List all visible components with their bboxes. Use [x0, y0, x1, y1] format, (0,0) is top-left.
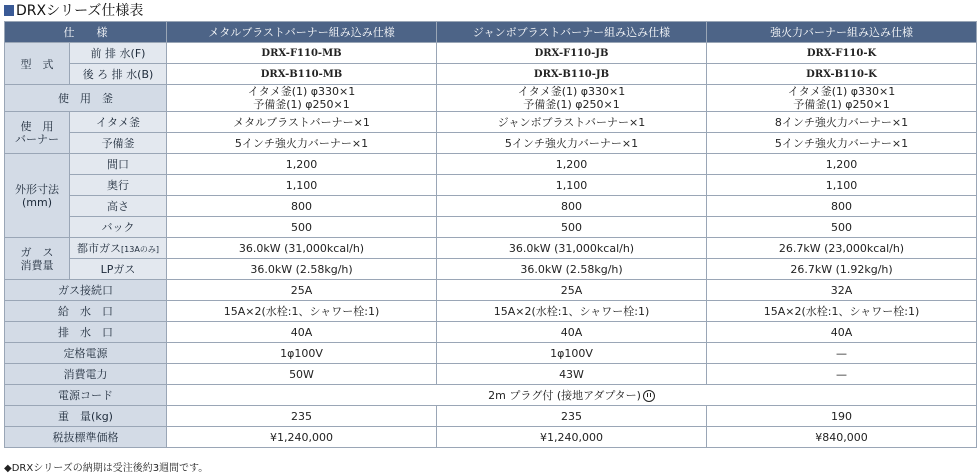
cord-value: [167, 385, 977, 406]
dims-okuyuki-jumbo: 1,100: [437, 175, 707, 196]
price-jumbo: ¥1,240,000: [437, 427, 707, 448]
gas-conn-strong: 32A: [707, 280, 977, 301]
burner-itame-label: イタメ釜: [70, 112, 167, 133]
model-back-strong: DRX-B110-K: [707, 64, 977, 85]
dims-takasa-metal: 800: [167, 196, 437, 217]
burner-yobi-jumbo: 5インチ強火力バーナー×1: [437, 133, 707, 154]
header-col-jumbo: ジャンボブラストバーナー組み込み仕様: [437, 22, 707, 43]
kama-label: 使 用 釜: [5, 85, 167, 112]
price-metal: ¥1,240,000: [167, 427, 437, 448]
gas-conn-jumbo: 25A: [437, 280, 707, 301]
dims-maguchi-metal: 1,200: [167, 154, 437, 175]
drain-strong: 40A: [707, 322, 977, 343]
weight-strong: 190: [707, 406, 977, 427]
header-col-strong: 強火力バーナー組み込み仕様: [707, 22, 977, 43]
model-back-metal: DRX-B110-MB: [167, 64, 437, 85]
dims-back-label: バック: [70, 217, 167, 238]
dims-back-metal: 500: [167, 217, 437, 238]
burner-label-2: バーナー: [15, 132, 59, 146]
weight-label: 重 量(kg): [5, 406, 167, 427]
burner-yobi-strong: 5インチ強火力バーナー×1: [707, 133, 977, 154]
dims-back-jumbo: 500: [437, 217, 707, 238]
dims-takasa-jumbo: 800: [437, 196, 707, 217]
burner-label: [5, 112, 70, 154]
water-in-jumbo: 15A×2(水栓:1、シャワー栓:1): [437, 301, 707, 322]
kama-line-1: イタメ釜(1) φ330×1: [787, 85, 896, 98]
model-front-strong: DRX-F110-K: [707, 43, 977, 64]
weight-jumbo: 235: [437, 406, 707, 427]
gas-city-text: 都市ガス: [77, 242, 122, 255]
burner-itame-metal: メタルブラストバーナー×1: [167, 112, 437, 133]
water-in-strong: 15A×2(水栓:1、シャワー栓:1): [707, 301, 977, 322]
weight-metal: 235: [167, 406, 437, 427]
consumption-jumbo: 43W: [437, 364, 707, 385]
power-metal: 1φ100V: [167, 343, 437, 364]
burner-itame-jumbo: ジャンボブラストバーナー×1: [437, 112, 707, 133]
model-front-jumbo: DRX-F110-JB: [437, 43, 707, 64]
model-back-label: 後 ろ 排 水(B): [70, 64, 167, 85]
drain-jumbo: 40A: [437, 322, 707, 343]
drain-label: 排 水 口: [5, 322, 167, 343]
kama-strong: [707, 85, 977, 112]
title-square-icon: [4, 5, 14, 16]
footnote: ◆DRXシリーズの納期は受注後約3週間です。: [4, 463, 209, 474]
page-title: [4, 1, 143, 19]
kama-line-2: 予備釜(1) φ250×1: [253, 98, 350, 111]
dims-maguchi-jumbo: 1,200: [437, 154, 707, 175]
model-label: 型 式: [5, 43, 70, 85]
gas-city-label: [70, 238, 167, 259]
water-in-metal: 15A×2(水栓:1、シャワー栓:1): [167, 301, 437, 322]
gas-city-jumbo: 36.0kW (31,000kcal/h): [437, 238, 707, 259]
gas-lp-metal: 36.0kW (2.58kg/h): [167, 259, 437, 280]
page-title-text: DRXシリーズ仕様表: [16, 3, 144, 19]
burner-yobi-label: 予備釜: [70, 133, 167, 154]
gas-conn-label: ガス接続口: [5, 280, 167, 301]
dims-label-2: (mm): [21, 195, 52, 209]
gas-label-1: ガ ス: [20, 245, 54, 259]
dims-takasa-strong: 800: [707, 196, 977, 217]
burner-itame-strong: 8インチ強火力バーナー×1: [707, 112, 977, 133]
consumption-label: 消費電力: [5, 364, 167, 385]
gas-lp-label: LPガス: [70, 259, 167, 280]
burner-label-1: 使 用: [20, 119, 54, 133]
gas-city-note: [13Aのみ]: [121, 245, 159, 254]
price-strong: ¥840,000: [707, 427, 977, 448]
dims-maguchi-label: 間口: [70, 154, 167, 175]
drain-metal: 40A: [167, 322, 437, 343]
dims-okuyuki-metal: 1,100: [167, 175, 437, 196]
gas-city-strong: 26.7kW (23,000kcal/h): [707, 238, 977, 259]
dims-label: [5, 154, 70, 238]
gas-city-metal: 36.0kW (31,000kcal/h): [167, 238, 437, 259]
consumption-strong: —: [707, 364, 977, 385]
consumption-metal: 50W: [167, 364, 437, 385]
header-spec: 仕 様: [5, 22, 167, 43]
gas-conn-metal: 25A: [167, 280, 437, 301]
cord-label: 電源コード: [5, 385, 167, 406]
dims-back-strong: 500: [707, 217, 977, 238]
dims-okuyuki-strong: 1,100: [707, 175, 977, 196]
model-front-metal: DRX-F110-MB: [167, 43, 437, 64]
water-in-label: 給 水 口: [5, 301, 167, 322]
cord-text: 2m プラグ付 (接地アダプター): [488, 389, 641, 402]
kama-line-1: イタメ釜(1) φ330×1: [517, 85, 626, 98]
power-label: 定格電源: [5, 343, 167, 364]
burner-yobi-metal: 5インチ強火力バーナー×1: [167, 133, 437, 154]
dims-takasa-label: 高さ: [70, 196, 167, 217]
gas-label-2: 消費量: [20, 258, 54, 272]
kama-line-1: イタメ釜(1) φ330×1: [247, 85, 356, 98]
power-jumbo: 1φ100V: [437, 343, 707, 364]
gas-label: [5, 238, 70, 280]
model-front-label: 前 排 水(F): [70, 43, 167, 64]
gas-lp-strong: 26.7kW (1.92kg/h): [707, 259, 977, 280]
dims-maguchi-strong: 1,200: [707, 154, 977, 175]
spec-table: [4, 21, 977, 448]
dims-label-1: 外形寸法: [15, 182, 59, 196]
model-back-jumbo: DRX-B110-JB: [437, 64, 707, 85]
header-col-metal: メタルブラストバーナー組み込み仕様: [167, 22, 437, 43]
gas-lp-jumbo: 36.0kW (2.58kg/h): [437, 259, 707, 280]
dims-okuyuki-label: 奥行: [70, 175, 167, 196]
kama-line-2: 予備釜(1) φ250×1: [523, 98, 620, 111]
kama-line-2: 予備釜(1) φ250×1: [793, 98, 890, 111]
grounded-outlet-icon: [643, 390, 655, 402]
kama-jumbo: [437, 85, 707, 112]
power-strong: —: [707, 343, 977, 364]
price-label: 税抜標準価格: [5, 427, 167, 448]
kama-metal: [167, 85, 437, 112]
